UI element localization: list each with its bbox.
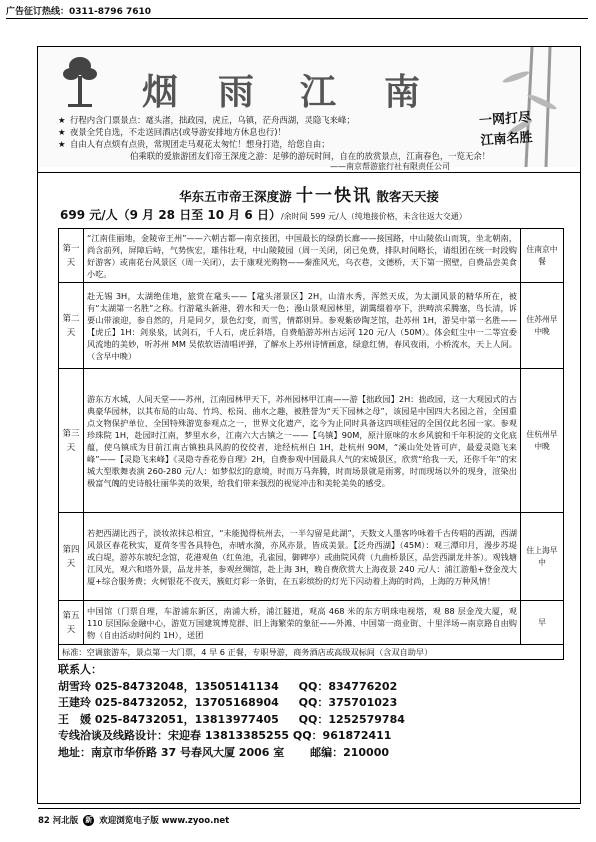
stamp-line: 江南名胜 <box>480 130 533 149</box>
day-stay: 早 <box>521 601 564 645</box>
subtitle-highlight: 十一快讯 <box>296 186 372 206</box>
contact-row <box>58 695 405 712</box>
subtitle-pre: 华东五市帝王深度游 <box>179 189 292 204</box>
contact-row <box>58 712 405 729</box>
day-label: 第四天 <box>59 513 84 601</box>
subtitle-post: 散客天天接 <box>376 189 439 204</box>
title-char: 烟 <box>142 71 181 113</box>
itinerary-row <box>59 369 564 513</box>
day-description: 游东方水城，人间天堂——苏州，江南园林甲天下，苏州园林甲江南——游【拙政园】2H：拙政园，这一大观园式的古典豪华园林，以其布局的山岛、竹坞、松岗、曲水之趣，被胜誉为“天下园林之母”，该园是中国四大名园之首，全国重点文物保护单位、全国特殊游览参观点之一，世界文化遗产，迄今为止同时具备这四项桂冠的全国仅此名园一家。参观珍珠院 1H，赴园时江南，梦里水乡，江南六大古镇之一——【乌镇】90M，原汁原味的水乡风貌和千年积淀的文化底蕴，使乌镇成为目前江南古镇独具风韵的佼佼者，途经杭州白 1H，赴杭州 90M，“溪山处处皆可庐，最爱灵隐飞来峰”——【灵隐飞来峰】《灵隐寺香花券自理》2H，自费参观中国最具人气的宋城景区，欣赏“给我一天，还你千年”的宋城大型歌舞表演 260-280 元/人：如梦似幻的意境，时而万马奔腾，时而场景就是雨雾，时而现场以外的现身，渲染出极富气魄的史诗般壮丽华美的效果，给我们带来强烈的视觉冲击和美轮美奂的感受。 <box>84 369 521 513</box>
contact-name: 王 媛 <box>58 712 91 726</box>
day-stay: 住南京中餐 <box>521 229 564 283</box>
title-char: 南 <box>384 71 423 113</box>
page-label: 82 河北版 <box>38 816 79 826</box>
day-description: 中国馆（门票自理，车游浦东新区，南浦大桥，浦江隧道，观高 468 米的东方明珠电视塔，观 88 层金茂大厦，观 110 层国际金融中心，游览万国建筑博览群、旧上海繁荣的象征——外滩、中国第一商业街、十里洋场—南京路自由购物（自由活动时间约 1H），送团 <box>84 601 521 645</box>
itinerary-table <box>58 228 564 660</box>
day-stay: 住苏州早中晚 <box>521 283 564 369</box>
address-row <box>58 745 405 762</box>
day-description: “江南佳丽地，金陵帝王州”——六朝古都—南京接团，中国最长的绿荫长廊——接国路，中山陵依山而筑，坐北朝南，尚含前列，屏障后峙，气势恢宏，雄伟壮观，中山陵陵园（周一关闭，闭已免费，排队时间略长，请组团在统一时段购好游客）或南花台风景区（周一关闭），去于康观光购物——秦淮风光，乌衣巷，文德桥，天下第一照壁，自费品尝美食小吃。 <box>84 229 521 283</box>
contact-qq: QQ：1252579784 <box>298 712 405 726</box>
contact-phones: 025-84732051，13813977405 <box>94 712 279 726</box>
site-link[interactable]: 欢迎浏览电子版 www.zyoo.net <box>99 816 230 826</box>
stamp-line: 一网打尽 <box>478 110 532 129</box>
notice-line: 伯乘联的爱旅游团友们帝王深度之游：足够的游玩时间，自在的放赏景点，江南春色，一览无余！ <box>130 151 491 161</box>
contact-row <box>58 679 405 696</box>
contact-name: 王建玲 <box>58 696 91 709</box>
bullet-text: 自由人有点烦有点贵，常规团走马观花太匆忙！想身打造，给您自由； <box>70 139 330 149</box>
address-text: 地址：南京市华侨路 37 号春风大厦 2006 室 <box>58 745 285 759</box>
day-description: 若把西湖比西子，淡妆浓抹总相宜，“未能抛得杭州去，一半勾留是此湖”，天数文人墨客吟咏着千古传唱的西湖，西湖风景区春花秋实，夏荷冬雪各具特色，赤晴水漪，亦风亦景，皆成美景。【泛舟西湖】（45M）：观三潭印月，漫步苏堤或白堤，游苏东坡纪念馆，花港观鱼（红鱼池，孔雀园，御碑亭）或曲院风荷（九曲桥景区，品尝西湖龙井茶）。观钱塘江风光，观六和塔外景，品龙井茶，参观丝绸馆，赴上海 3H，晚自费欣赏大上海夜景 240 元/人：浦江游船+登金茂大厦+综合服务费；火树银花不夜天，簇虹灯彩一条街，在五彩缤纷的灯光下闪动着上海的时尚，上海的万种风情！ <box>84 513 521 601</box>
day-label: 第五天 <box>59 601 84 645</box>
day-label: 第二天 <box>59 283 84 369</box>
day-description: 赴无锡 3H，太湖绝佳地，旅赏在鼋头——【鼋头渚景区】2H，山清水秀，浑然天成，为太湖风景的精华所在，被有“太湖第一名胜”之称。行游鼋头新港，碧水和天一色；漫山景观园林里，湖霭缀着亭下，洪畴滨采腾塞，鸟长清，诉要山带滚迎，参自然的，月是同夕，景色幻变，而雪，情都则异。参观紫砂陶芝馆，赴苏州 1H，游吴中第一名胜——【虎丘】1H：剑泉泉，试剑石，千人石，虎丘斜塔，自费船游苏州古运河 120 元/人（50M）。体会虹尘中一二等宜委风流地的美妙，听苏州 MM 吴侬软语清唱评弹，了解水上苏州诗情画意，绿意红情，春风夜雨，小桥流水，天上人间。（含早中晚） <box>84 283 521 369</box>
postcode-text: 邮编：210000 <box>310 745 390 759</box>
contact-qq: QQ：375701023 <box>298 696 398 709</box>
contact-qq: QQ：834776202 <box>298 679 398 693</box>
hotline-row: 专线洽谈及线路设计：宋迎春 13813385255 QQ：961872411 <box>58 729 392 742</box>
bullet-item <box>58 114 458 126</box>
feature-bullets <box>58 114 458 150</box>
contact-block <box>58 662 405 761</box>
footer-rule <box>38 808 580 809</box>
newspaper-logo-icon: 新 <box>85 816 93 824</box>
header-rule <box>6 18 588 19</box>
bullet-item <box>58 138 458 150</box>
itinerary-row <box>59 513 564 601</box>
star-icon: ★ <box>58 139 66 149</box>
itinerary-row <box>59 283 564 369</box>
standard-text: 标准：空调旅游车，景点第一大门票，4 早 6 正餐，专职导游，商务酒店或高级双标间（含双自助早） <box>59 645 564 660</box>
bullet-text: 行程内含门票景点：鼋头渚，拙政园，虎丘，乌镇，茫舟西湖，灵隐飞来峰； <box>70 115 355 125</box>
price-main: 699 元/人（9 月 28 日至 10 月 6 日） <box>60 208 281 222</box>
page-footer <box>38 814 229 826</box>
day-label: 第一天 <box>59 229 84 283</box>
company-name: ——南京帮游旅行社有限责任公司 <box>330 162 450 171</box>
itinerary-row <box>59 229 564 283</box>
day-stay: 住上海早中 <box>521 513 564 601</box>
title-char: 江 <box>300 71 339 113</box>
star-icon: ★ <box>58 115 66 125</box>
standard-row <box>59 645 564 660</box>
bullet-text: 夜景全凭自选，不走送回酒店(或导游安排地方休息也行)！ <box>70 127 286 137</box>
contact-heading: 联系人： <box>58 663 102 676</box>
tour-subtitle <box>38 181 580 206</box>
title-char: 雨 <box>218 71 257 113</box>
ad-hotline: 广告征订热线：0311-8796 7610 <box>6 7 152 17</box>
day-stay: 住杭州早中晚 <box>521 369 564 513</box>
hero-rule <box>38 172 580 173</box>
tree-logo-icon <box>60 54 100 112</box>
price-note: /余时间 599 元/人（纯地接价格，未含往返大交通） <box>280 212 467 221</box>
itinerary-row <box>59 601 564 645</box>
star-icon: ★ <box>58 127 66 137</box>
day-label: 第三天 <box>59 369 84 513</box>
bullet-item <box>58 126 458 138</box>
price-line <box>60 206 467 223</box>
contact-name: 胡雪玲 <box>58 679 91 693</box>
contact-phones: 025-84732048，13505141134 <box>94 679 279 693</box>
contact-phones: 025-84732052，13705168904 <box>94 696 279 709</box>
